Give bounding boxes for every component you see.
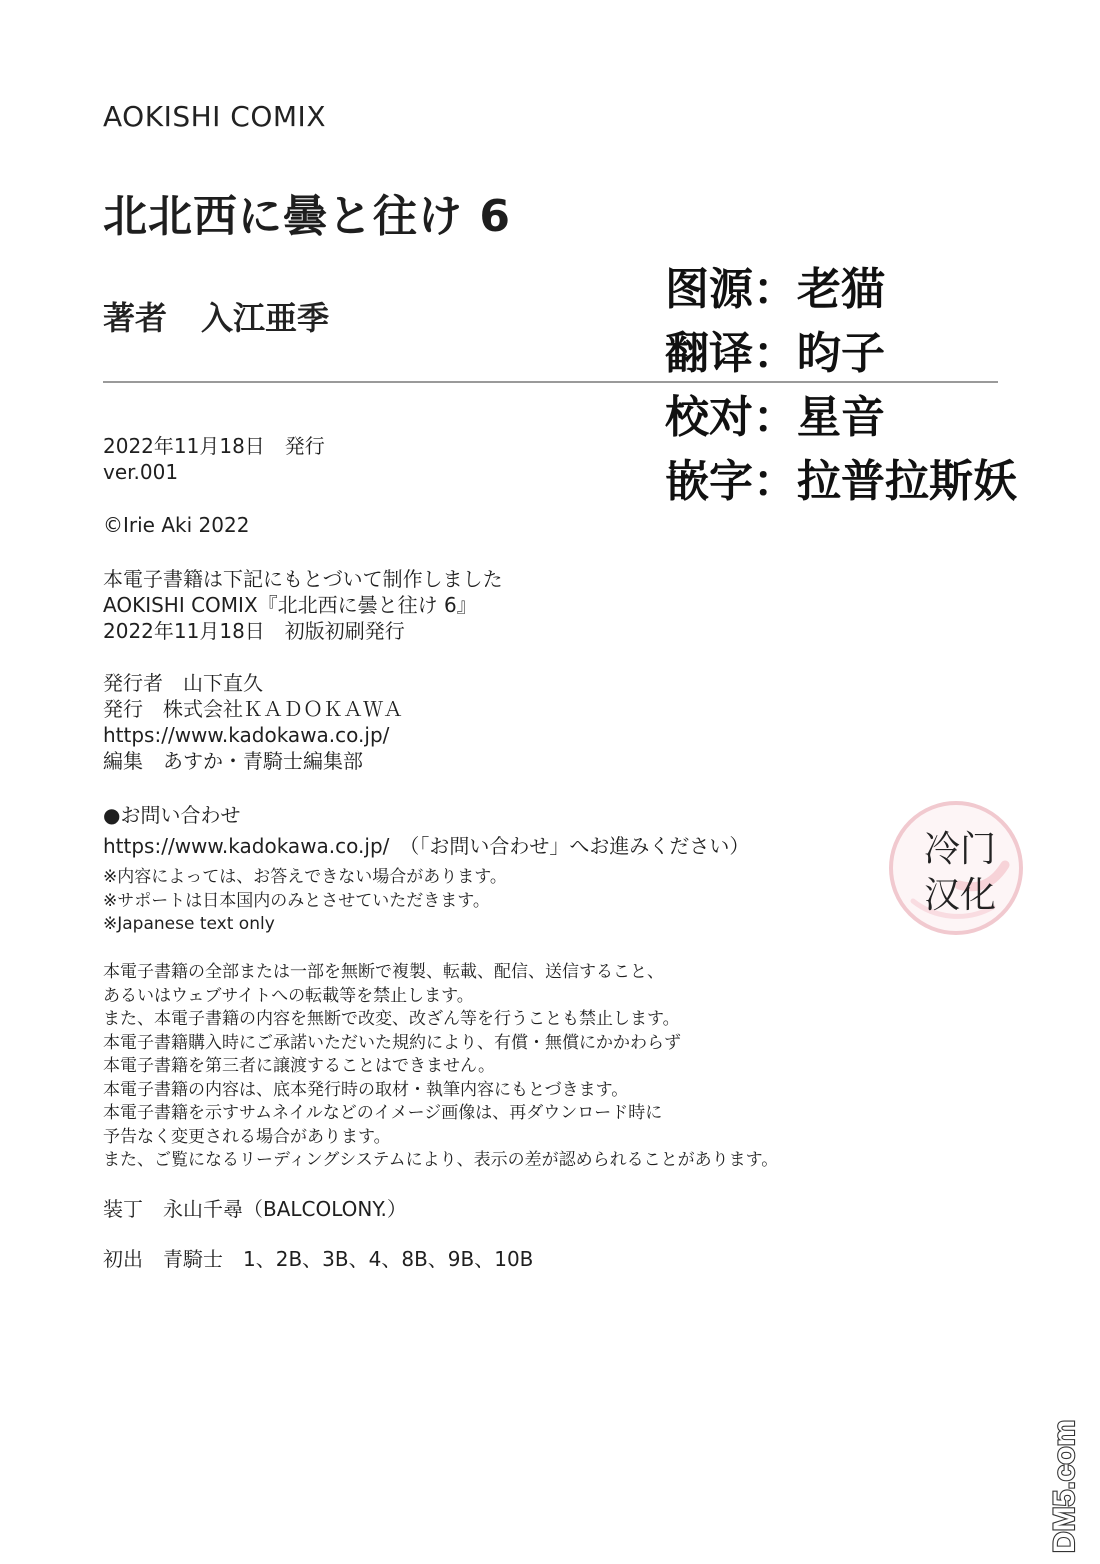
legal-line: 予告なく変更される場合があります。 [103,1126,391,1147]
publisher-info [103,670,403,774]
source-edition-line: 本電子書籍は下記にもとづいて制作しました [103,567,503,591]
contact-heading: ●お問い合わせ [103,803,241,827]
copyright-line: ©Irie Aki 2022 [103,513,250,537]
legal-line: 本電子書籍の全部または一部を無断で複製、転載、配信、送信すること、 [103,962,664,982]
legal-notice [103,961,778,1173]
version: ver.001 [103,460,179,484]
legal-line: 本電子書籍を示すサムネイルなどのイメージ画像は、再ダウンロード時に [103,1103,663,1123]
publisher-line: 発行 株式会社ＫＡＤＯＫＡＷＡ [103,697,403,721]
legal-line: あるいはウェブサイトへの転載等を禁止します。 [103,985,474,1006]
author-line [103,293,329,339]
first-appearance-line: 初出 青騎士 1、2B、3B、4、8B、9B、10B [103,1247,534,1271]
contact-notes [103,866,507,937]
site-watermark [1040,1405,1088,1555]
design-line: 装丁 永山千尋（BALCOLONY.） [103,1197,407,1221]
legal-line: また、ご覧になるリーディングシステムにより、表示の差が認められることがあります。 [103,1150,779,1170]
design-credit [103,1196,407,1222]
legal-line: 本電子書籍の内容は、底本発行時の取材・執筆内容にもとづきます。 [103,1079,629,1100]
first-appearance [103,1246,533,1272]
publisher-line: 発行者 山下直久 [103,671,263,695]
author-label: 著者 [103,299,168,337]
source-edition-line: 2022年11月18日 初版初刷発行 [103,619,405,643]
legal-line: 本電子書籍購入時にご承諾いただいた規約により、有償・無償にかかわらず [103,1032,681,1053]
source-edition [103,566,503,644]
author-name: 入江亜季 [201,299,330,337]
scanlation-credits [665,258,1017,514]
credit-translation: 翻译：昀子 [665,328,885,379]
copyright [103,512,249,538]
contact-info [103,802,749,859]
contact-note: ※Japanese text only [103,914,275,934]
legal-line: また、本電子書籍の内容を無断で改変、改ざん等を行うことも禁止します。 [103,1009,680,1029]
seal-text: 冷门汉化 [923,829,996,916]
book-title: 北北西に曇と往け 6 [103,191,511,242]
publisher-url: https://www.kadokawa.co.jp/ [103,723,390,747]
watermark-text: DM5.com [1048,1419,1081,1553]
divider [103,381,998,383]
credit-source: 图源：老猫 [665,264,885,315]
publisher-line: 編集 あすか・青騎士編集部 [103,749,363,773]
series-name: AOKISHI COMIX [103,100,326,133]
contact-note: ※サポートは日本国内のみとさせていただきます。 [103,890,490,911]
contact-url-line: https://www.kadokawa.co.jp/ （「お問い合わせ」へお進みください） [103,834,750,858]
credit-typesetting: 嵌字：拉普拉斯妖 [665,456,1017,507]
contact-note: ※内容によっては、お答えできない場合があります。 [103,867,507,887]
credit-proofreading: 校对：星音 [665,392,885,443]
publication-info [103,433,325,485]
legal-line: 本電子書籍を第三者に譲渡することはできません。 [103,1056,496,1076]
publication-date: 2022年11月18日 発行 [103,434,325,458]
group-seal [889,801,1023,935]
source-edition-line: AOKISHI COMIX『北北西に曇と往け 6』 [103,593,477,617]
